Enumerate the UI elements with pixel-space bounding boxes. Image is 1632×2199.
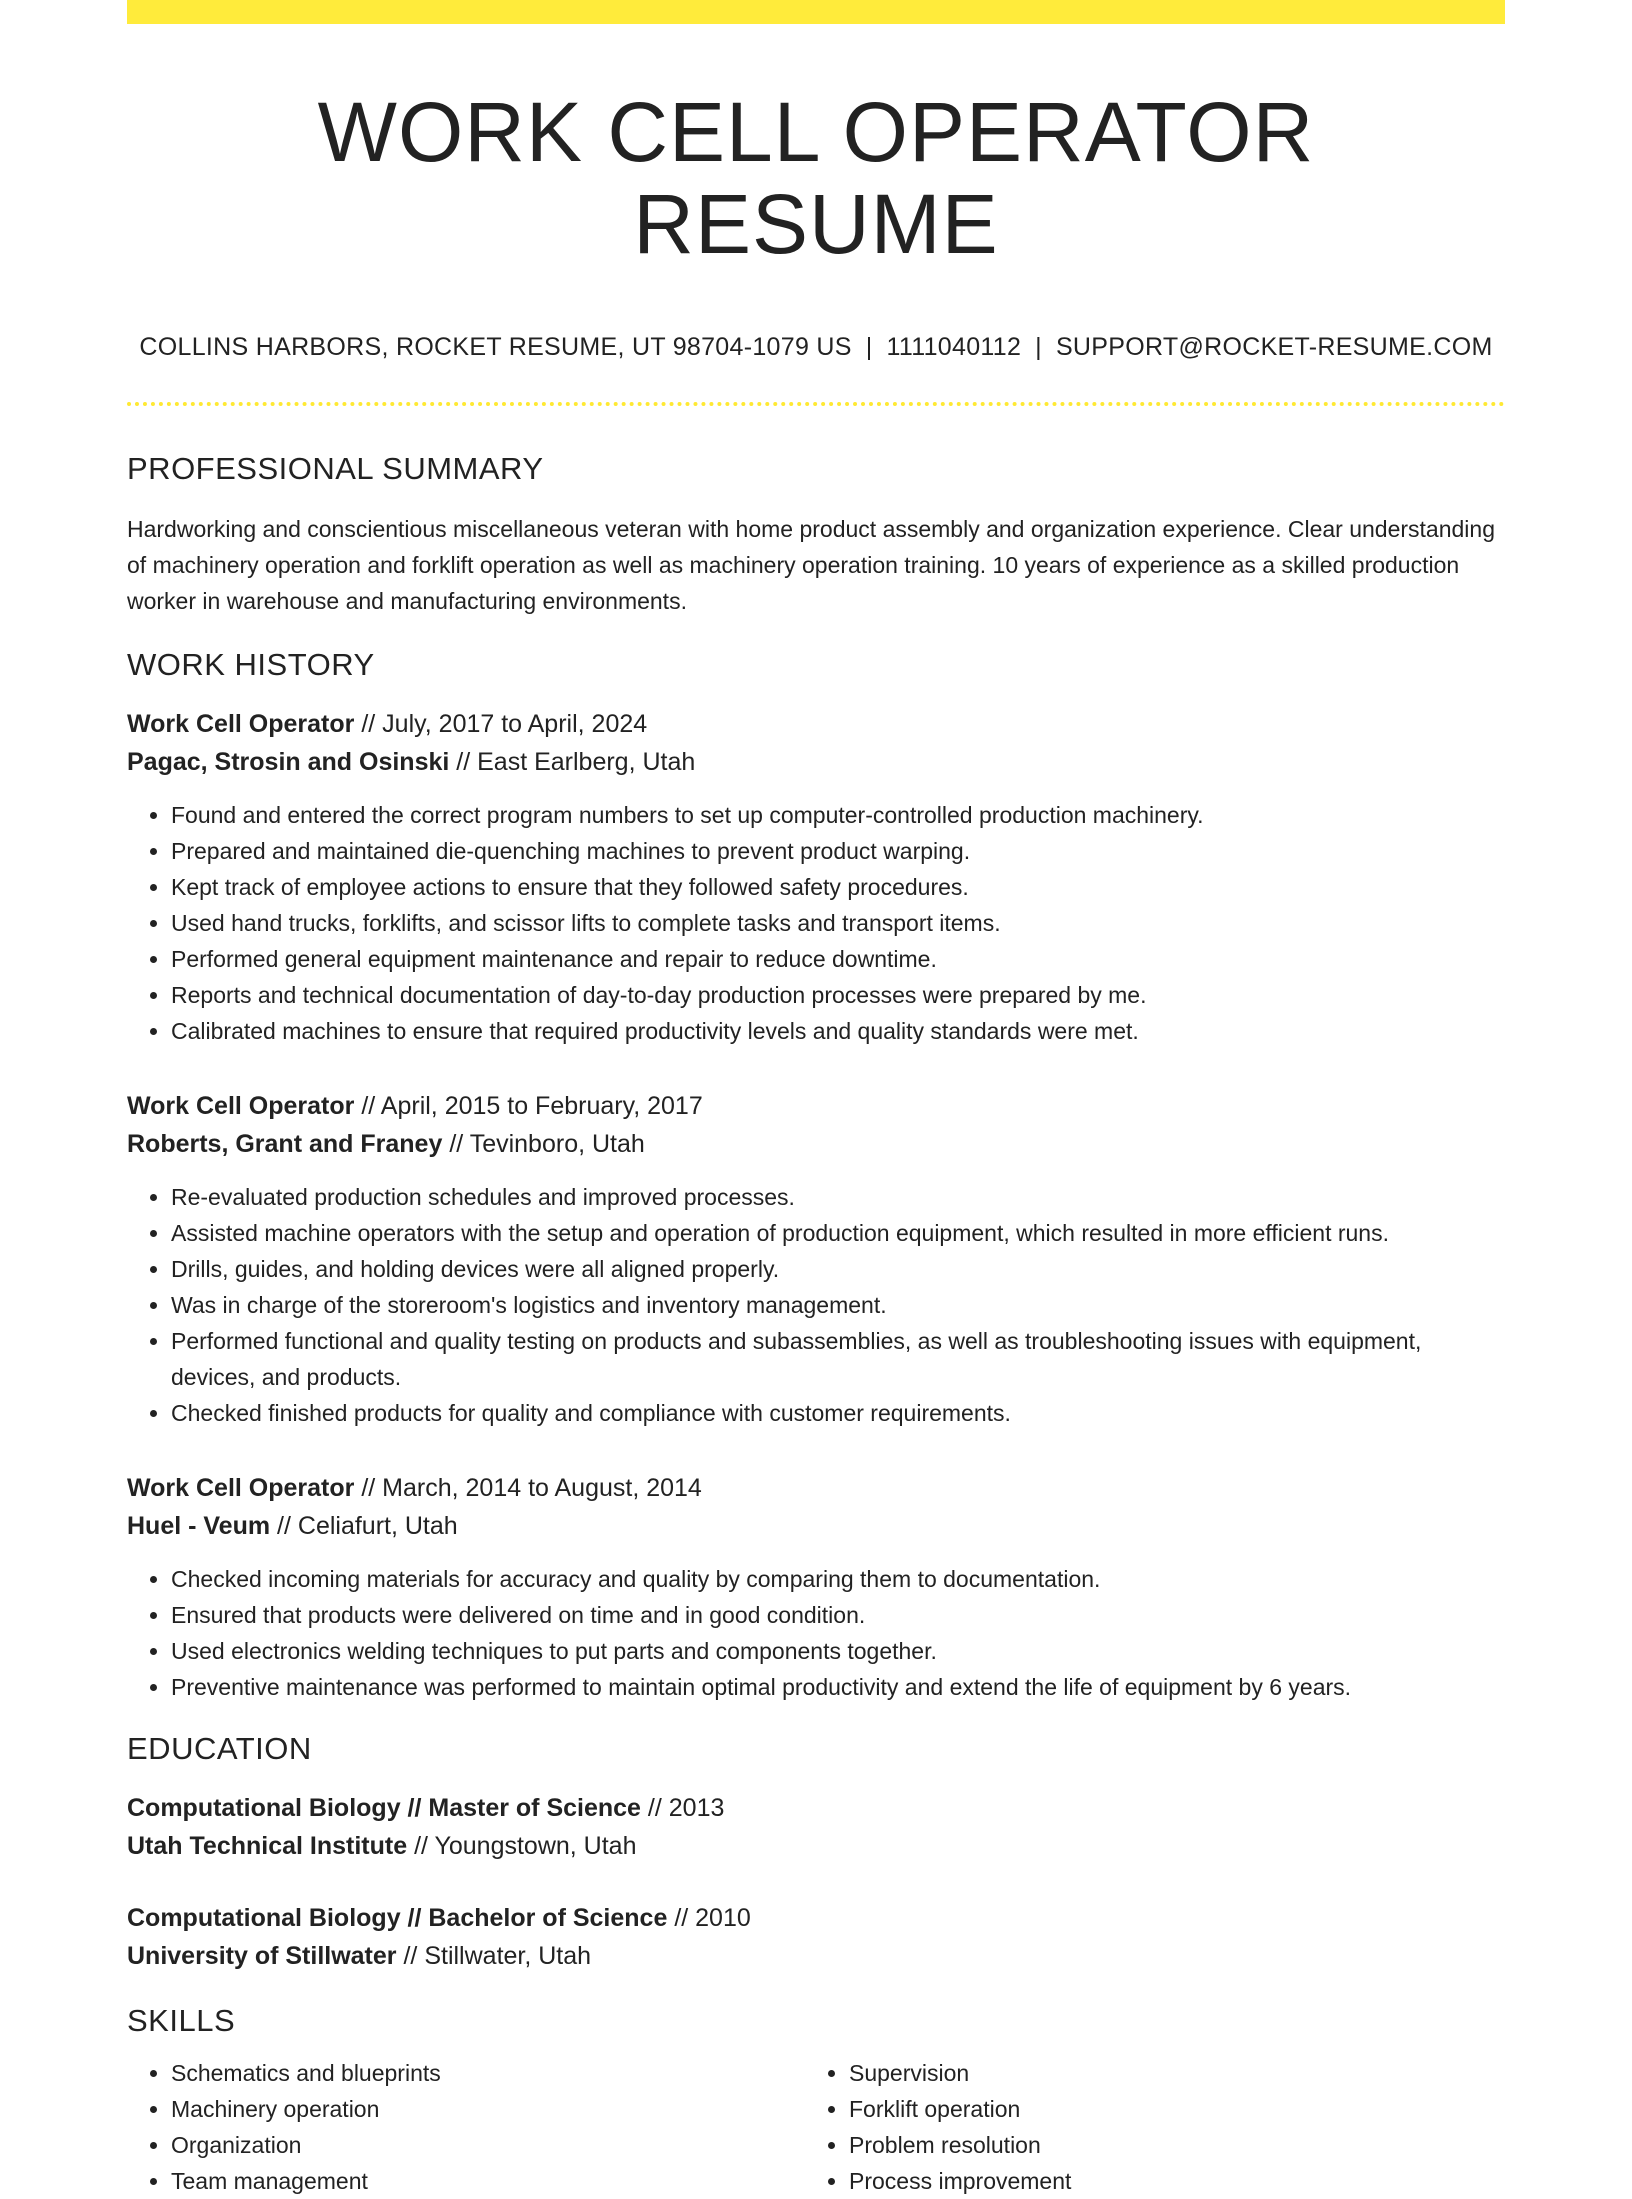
contact-phone: 1111040112 [886, 332, 1022, 361]
skills-right-list [805, 2055, 1483, 2199]
contact-address: COLLINS HARBORS, ROCKET RESUME, UT 98704-1079 US [139, 332, 852, 361]
contact-separator: | [1035, 332, 1042, 361]
job-bullet: • Drills, guides, and holding devices were all aligned properly. [171, 1251, 1505, 1287]
job-company: Pagac, Strosin and Osinski [127, 747, 450, 776]
contact-line [127, 333, 1505, 362]
education-degree: Computational Biology // Master of Science [127, 1793, 641, 1822]
job-entry [127, 1469, 1505, 1705]
job-bullet: • Reports and technical documentation of day-to-day production processes were prepared by me. [171, 977, 1505, 1013]
top-accent-bar [127, 0, 1505, 24]
skills-heading: SKILLS [127, 2002, 236, 2038]
contact-separator: | [865, 332, 873, 361]
education-year: // 2010 [674, 1903, 751, 1932]
job-dates: // April, 2015 to February, 2017 [361, 1091, 703, 1120]
resume-page [127, 0, 1505, 2199]
job-dates: // July, 2017 to April, 2024 [361, 709, 648, 738]
job-bullet: • Kept track of employee actions to ensure that they followed safety procedures. [171, 869, 1505, 905]
job-bullet: • Checked finished products for quality and compliance with customer requirements. [171, 1395, 1505, 1431]
job-location: // Celiafurt, Utah [277, 1511, 458, 1540]
job-bullet: • Preventive maintenance was performed to maintain optimal productivity and extend the life of equipment by 6 years. [171, 1669, 1505, 1705]
job-bullet: • Performed functional and quality testing on products and subassemblies, as well as troubleshooting issues with equipment, devices, and products. [171, 1323, 1505, 1395]
job-bullet: • Calibrated machines to ensure that required productivity levels and quality standards were met. [171, 1013, 1505, 1049]
education-year: // 2013 [647, 1793, 725, 1822]
job-bullets [127, 1179, 1505, 1431]
job-bullet: • Performed general equipment maintenance and repair to reduce downtime. [171, 941, 1505, 977]
job-bullet: • Re-evaluated production schedules and improved processes. [171, 1179, 1505, 1215]
job-entry [127, 1087, 1505, 1431]
work-history-heading: WORK HISTORY [127, 646, 375, 682]
job-bullet: • Checked incoming materials for accuracy and quality by comparing them to documentation. [171, 1561, 1505, 1597]
dotted-divider [127, 402, 1505, 406]
job-bullets [127, 797, 1505, 1049]
job-bullet: • Was in charge of the storeroom's logistics and inventory management. [171, 1287, 1505, 1323]
job-bullet: • Assisted machine operators with the setup and operation of production equipment, which resulted in more efficient runs. [171, 1215, 1505, 1251]
skill-item: • Organization [171, 2127, 805, 2163]
summary-heading: PROFESSIONAL SUMMARY [127, 450, 544, 486]
education-school: Utah Technical Institute [127, 1831, 408, 1860]
skill-item: • Machinery operation [171, 2091, 805, 2127]
job-title: Work Cell Operator [127, 1473, 355, 1502]
education-location: // Youngstown, Utah [414, 1831, 637, 1860]
education-heading: EDUCATION [127, 1730, 312, 1766]
skill-item: • Team management [171, 2163, 805, 2199]
job-bullet: • Used hand trucks, forklifts, and scissor lifts to complete tasks and transport items. [171, 905, 1505, 941]
job-title: Work Cell Operator [127, 1091, 355, 1120]
summary-text: Hardworking and conscientious miscellaneous veteran with home product assembly and organization experience. Clear understanding of machinery operation and forklift operation as well as machinery operation training. 10 years of experience as a skilled production worker in warehouse and manufacturing environments. [127, 515, 1495, 614]
job-bullet: • Ensured that products were delivered on time and in good condition. [171, 1597, 1505, 1633]
job-location: // Tevinboro, Utah [449, 1129, 645, 1158]
contact-email: SUPPORT@ROCKET-RESUME.COM [1055, 332, 1493, 361]
skill-item: • Supervision [849, 2055, 1483, 2091]
job-dates: // March, 2014 to August, 2014 [361, 1473, 702, 1502]
education-school: University of Stillwater [127, 1941, 397, 1970]
skill-item: • Schematics and blueprints [171, 2055, 805, 2091]
job-company: Roberts, Grant and Franey [127, 1129, 443, 1158]
skills-columns [127, 2055, 1505, 2199]
education-degree: Computational Biology // Bachelor of Science [127, 1903, 668, 1932]
skill-item: • Problem resolution [849, 2127, 1483, 2163]
job-entry [127, 705, 1505, 1049]
skill-item: • Process improvement [849, 2163, 1483, 2199]
education-entry [127, 1789, 1505, 1865]
job-location: // East Earlberg, Utah [456, 747, 696, 776]
job-company: Huel - Veum [127, 1511, 271, 1540]
education-entry [127, 1899, 1505, 1975]
page-title: WORK CELL OPERATOR RESUME [317, 85, 1315, 272]
job-bullet: • Found and entered the correct program numbers to set up computer-controlled production machinery. [171, 797, 1505, 833]
skill-item: • Forklift operation [849, 2091, 1483, 2127]
education-location: // Stillwater, Utah [403, 1941, 592, 1970]
job-bullet: • Prepared and maintained die-quenching machines to prevent product warping. [171, 833, 1505, 869]
skills-left-list [127, 2055, 805, 2199]
job-title: Work Cell Operator [127, 709, 355, 738]
job-bullet: • Used electronics welding techniques to put parts and components together. [171, 1633, 1505, 1669]
job-bullets [127, 1561, 1505, 1705]
